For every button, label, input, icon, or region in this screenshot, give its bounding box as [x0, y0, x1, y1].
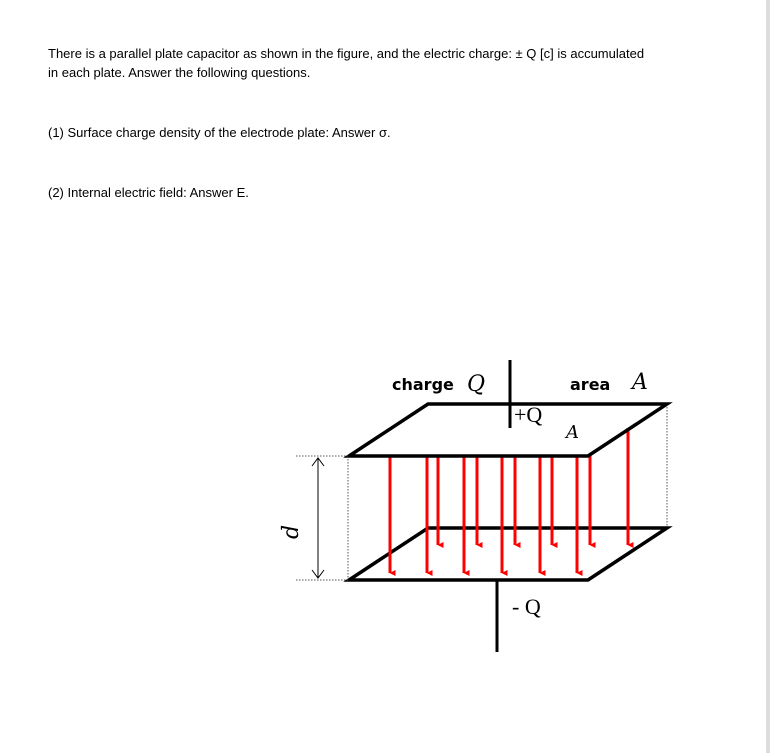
- top-plate-charge: +Q: [514, 402, 543, 427]
- area-label: area: [570, 375, 611, 394]
- bottom-plate-charge: - Q: [512, 594, 541, 619]
- top-plate: [349, 404, 667, 456]
- question-intro-line-2: in each plate. Answer the following questions.: [48, 65, 311, 80]
- question-intro-line-1: There is a parallel plate capacitor as shown in the figure, and the electric charge: ± Q [c] is accumulated: [48, 46, 645, 61]
- charge-symbol: Q: [467, 372, 486, 397]
- distance-symbol: d: [279, 524, 304, 540]
- question-part-2: (2) Internal electric field: Answer E.: [48, 185, 249, 200]
- area-symbol: A: [632, 370, 648, 395]
- question-part-1: (1) Surface charge density of the electrode plate: Answer σ.: [48, 125, 391, 140]
- bottom-plate: [349, 528, 667, 580]
- top-plate-area: A: [566, 422, 579, 443]
- charge-label: charge: [392, 375, 454, 394]
- distance-indicator: [296, 456, 348, 580]
- page-right-edge: [766, 0, 770, 753]
